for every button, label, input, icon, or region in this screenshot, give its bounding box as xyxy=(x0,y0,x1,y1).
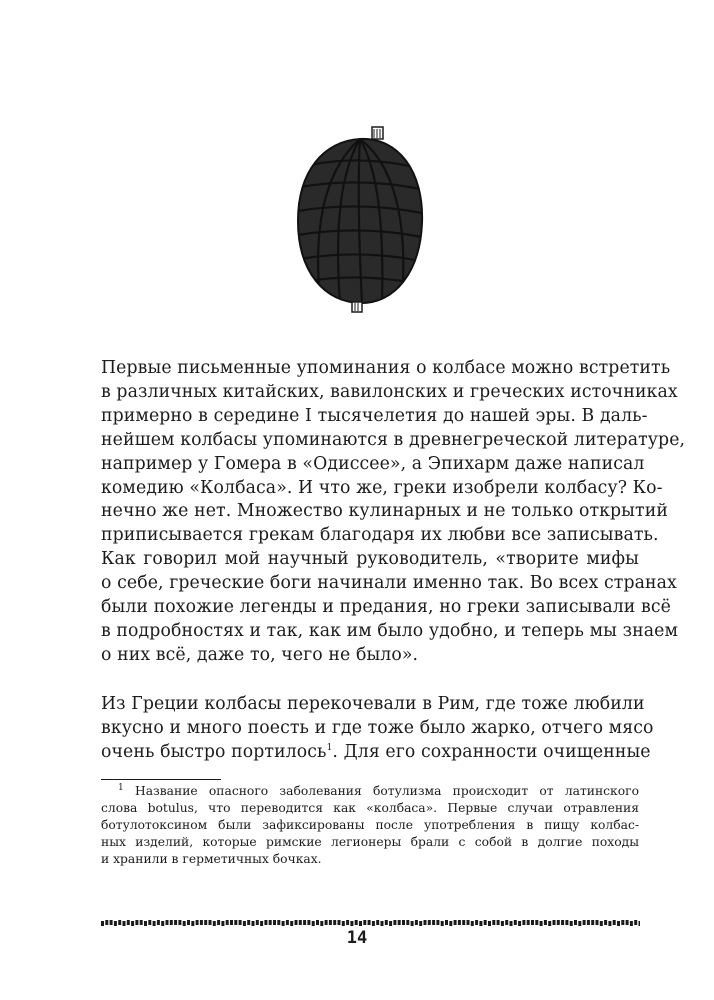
decorative-divider xyxy=(101,912,640,920)
paragraph-text: . Для его сохранности очищенные xyxy=(332,741,651,762)
paragraph-line: например у Гомера в «Одиссее», а Эпихарм даже написал xyxy=(101,453,645,474)
paragraph-line: о себе, греческие боги начинали именно так. Во всех странах xyxy=(101,573,677,594)
paragraph-line: были похожие легенды и предания, но греки записывали всё xyxy=(101,597,671,618)
footnote xyxy=(101,783,639,868)
footnote-marker: 1 xyxy=(118,782,124,793)
footnote-divider xyxy=(101,779,221,780)
paragraph-line: комедию «Колбаса». И что же, греки изобрели колбасу? Ко- xyxy=(101,477,663,498)
paragraph-line: приписывается грекам благодаря их любви все записывать. xyxy=(101,525,659,546)
paragraph-line: Как говорил мой научный руководитель, «творите мифы xyxy=(101,549,639,570)
sausage-illustration xyxy=(290,125,430,315)
paragraph-line: в различных китайских, вавилонских и греческих источниках xyxy=(101,381,678,402)
paragraph-text: очень быстро портилось xyxy=(101,741,327,762)
paragraph-line: нечно же нет. Множество кулинарных и не только открытий xyxy=(101,501,668,522)
paragraph-line: примерно в середине I тысячелетия до нашей эры. В даль- xyxy=(101,405,648,426)
footnote-line: ботулотоксином были зафиксированы после употребления в пищу колбас- xyxy=(101,818,639,832)
paragraph-line: нейшем колбасы упоминаются в древнегреческой литературе, xyxy=(101,429,686,450)
footnote-line: слова botulus, что переводится как «колбаса». Первые случаи отравления xyxy=(101,801,639,815)
footnote-text: Название опасного заболевания ботулизма происходит от латинского xyxy=(134,784,639,798)
body-paragraph-1 xyxy=(101,357,686,668)
paragraph-line: вкусно и много поесть и где тоже было жарко, отчего мясо xyxy=(101,717,654,738)
footnote-line: ных изделий, которые римские легионеры брали с собой в долгие походы xyxy=(101,835,639,849)
paragraph-line: о них всё, даже то, чего не было». xyxy=(101,644,419,665)
footnote-reference[interactable]: 1 xyxy=(326,743,333,754)
paragraph-line: Из Греции колбасы перекочевали в Рим, где тоже любили xyxy=(101,694,645,714)
ornament-pattern-icon xyxy=(101,919,640,927)
sausage-illustration-icon xyxy=(290,125,430,315)
paragraph-line: в подробностях и так, как им было удобно, и теперь мы знаем xyxy=(101,620,679,641)
paragraph-line: Первые письменные упоминания о колбасе можно встретить xyxy=(101,358,671,378)
body-paragraph-2 xyxy=(101,693,654,765)
footnote-line: и хранили в герметичных бочках. xyxy=(101,852,322,866)
paragraph-line xyxy=(101,741,651,765)
footnote-line xyxy=(101,783,639,800)
page-number: 14 xyxy=(346,928,368,948)
